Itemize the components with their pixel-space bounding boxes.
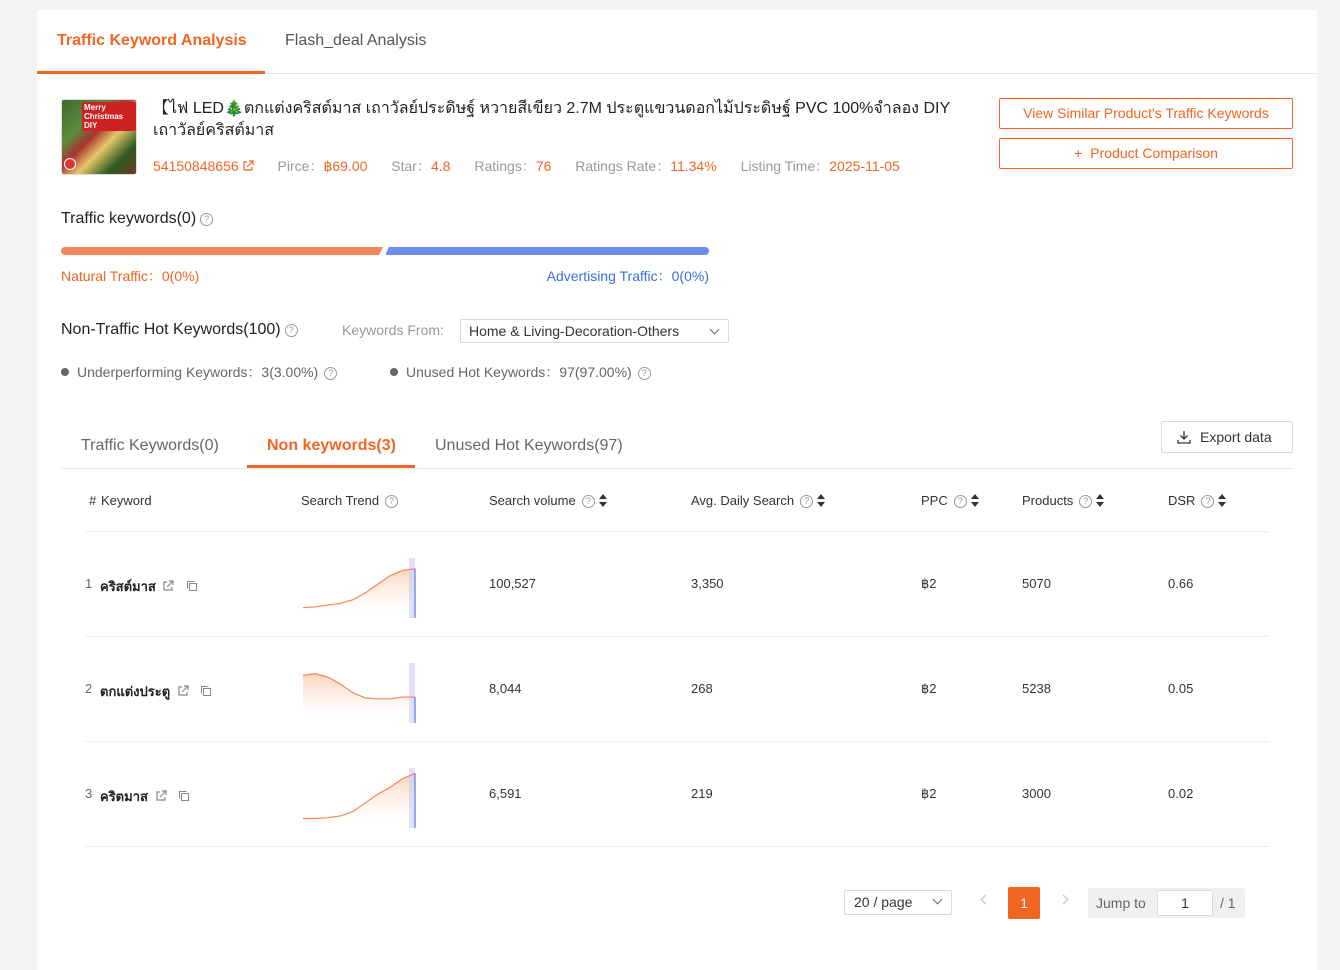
advertising-traffic-label: Advertising Traffic： [546, 268, 672, 284]
row-number: 2 [85, 681, 93, 696]
advertising-traffic-stat [547, 266, 709, 286]
total-pages: / 1 [1220, 895, 1236, 911]
avg-daily-search-cell: 219 [691, 786, 713, 801]
avg-daily-search-cell: 3,350 [691, 576, 724, 591]
star-label: Star： [391, 158, 431, 174]
bullet-dot-icon [61, 368, 69, 376]
product-meta [153, 156, 920, 176]
col-header-number: # [89, 493, 97, 508]
col-header-products[interactable] [1022, 493, 1104, 508]
col-header-search-volume[interactable] [489, 493, 607, 508]
search-volume-cell: 8,044 [489, 681, 522, 696]
advertising-traffic-bar [386, 247, 709, 255]
ppc-cell: ฿2 [921, 786, 937, 801]
search-volume-label: Search volume [489, 493, 576, 508]
products-cell: 5070 [1022, 576, 1051, 591]
product-id-link[interactable] [153, 158, 254, 174]
underperforming-value: 3(3.00%) [261, 364, 319, 380]
unused-hot-stat [390, 362, 651, 382]
natural-traffic-label: Natural Traffic： [61, 268, 162, 284]
sort-icon[interactable] [971, 494, 979, 507]
sparkline-highlight [409, 558, 415, 618]
next-page-icon[interactable] [1059, 895, 1069, 905]
avg-daily-search-cell: 268 [691, 681, 713, 696]
sort-icon[interactable] [817, 494, 825, 507]
price-value: ฿69.00 [323, 158, 368, 174]
help-icon[interactable]: ? [800, 495, 813, 508]
keyword-tabs [61, 418, 1293, 469]
natural-traffic-value: 0(0%) [161, 268, 200, 284]
col-header-ppc[interactable] [921, 493, 979, 508]
export-data-label: Export data [1200, 429, 1272, 445]
external-link-icon[interactable] [155, 790, 167, 802]
thumbnail-badge [64, 158, 76, 170]
ppc-cell: ฿2 [921, 576, 937, 591]
external-link-icon[interactable] [177, 685, 189, 697]
search-trend-sparkline [303, 768, 417, 828]
analysis-tabs [37, 10, 1317, 74]
row-number: 3 [85, 786, 93, 801]
search-trend-sparkline [303, 663, 417, 723]
search-trend-label: Search Trend [301, 493, 380, 508]
traffic-keywords-title: Traffic keywords(0) [61, 210, 197, 227]
keywords-from-label: Keywords From: [342, 322, 444, 338]
page-1-button[interactable]: 1 [1008, 887, 1040, 919]
unused-hot-label: Unused Hot Keywords： [406, 364, 560, 380]
help-icon[interactable]: ? [1201, 495, 1214, 508]
col-header-search-trend [301, 493, 398, 508]
advertising-traffic-value: 0(0%) [671, 268, 709, 284]
product-id[interactable]: 54150848656 [153, 158, 239, 174]
col-header-keyword: Keyword [101, 493, 152, 508]
help-icon[interactable]: ? [385, 495, 398, 508]
ppc-label: PPC [921, 493, 948, 508]
underperforming-label: Underperforming Keywords： [77, 364, 262, 380]
keyword-text[interactable]: คริตมาส [100, 789, 148, 804]
ratings-value: 76 [535, 158, 552, 174]
star-value: 4.8 [430, 158, 451, 174]
listing-time-value: 2025-11-05 [829, 158, 900, 174]
help-icon[interactable]: ? [200, 213, 213, 226]
jump-page-input[interactable]: 1 [1157, 890, 1213, 916]
unused-hot-value: 97(97.00%) [559, 364, 632, 380]
help-icon[interactable]: ? [285, 324, 298, 337]
thumbnail-caption: Merry Christmas DIY [82, 102, 136, 131]
download-icon [1177, 430, 1191, 444]
active-tab-indicator [37, 71, 265, 74]
search-trend-sparkline [303, 558, 417, 618]
products-cell: 5238 [1022, 681, 1051, 696]
prev-page-icon[interactable] [981, 895, 991, 905]
product-comparison-label: Product Comparison [1090, 145, 1218, 161]
traffic-keywords-heading [61, 210, 213, 228]
tab-flash-deal-analysis[interactable]: Flash_deal Analysis [285, 32, 427, 49]
export-data-button[interactable] [1161, 421, 1293, 453]
products-cell: 3000 [1022, 786, 1051, 801]
dsr-cell: 0.02 [1168, 786, 1194, 801]
tab-traffic-keywords[interactable]: Traffic Keywords(0) [81, 437, 219, 454]
keywords-from-select[interactable] [460, 319, 729, 343]
sparkline-highlight [409, 768, 415, 828]
chevron-down-icon [933, 895, 943, 905]
col-header-avg-daily-search[interactable] [691, 493, 825, 508]
table-row [85, 637, 1269, 742]
sort-icon[interactable] [599, 494, 607, 507]
sort-icon[interactable] [1096, 494, 1104, 507]
tab-traffic-keyword-analysis[interactable]: Traffic Keyword Analysis [57, 32, 247, 49]
dsr-cell: 0.66 [1168, 576, 1194, 591]
plus-icon: + [1074, 145, 1083, 161]
products-label: Products [1022, 493, 1074, 508]
avg-daily-search-label: Avg. Daily Search [691, 493, 795, 508]
table-row [85, 742, 1269, 847]
ppc-cell: ฿2 [921, 681, 937, 696]
help-icon[interactable]: ? [324, 367, 337, 380]
natural-traffic-stat [61, 266, 199, 286]
view-similar-keywords-button[interactable]: View Similar Product's Traffic Keywords [999, 98, 1293, 129]
keywords-from-value: Home & Living-Decoration-Others [469, 323, 680, 339]
hot-keywords-heading [61, 321, 298, 339]
sparkline-area [303, 674, 415, 723]
ratings-rate-label: Ratings Rate： [575, 158, 671, 174]
bullet-dot-icon [390, 368, 398, 376]
copy-icon[interactable] [178, 790, 190, 802]
dsr-cell: 0.05 [1168, 681, 1194, 696]
table-row [85, 532, 1269, 637]
ratings-rate-value: 11.34% [670, 158, 717, 174]
keyword-cell [100, 681, 212, 702]
tab-non-keywords[interactable]: Non keywords(3) [267, 437, 396, 454]
search-volume-cell: 6,591 [489, 786, 522, 801]
natural-traffic-bar [61, 247, 385, 255]
page-size-select[interactable] [844, 890, 952, 915]
keyword-text[interactable]: คริสต์มาส [100, 579, 156, 594]
product-thumbnail[interactable] [61, 99, 137, 175]
help-icon[interactable]: ? [1079, 495, 1092, 508]
sparkline-area [303, 569, 415, 618]
help-icon[interactable]: ? [582, 495, 595, 508]
copy-icon[interactable] [200, 685, 212, 697]
hot-keywords-title: Non-Traffic Hot Keywords(100) [61, 321, 281, 338]
row-number: 1 [85, 576, 93, 591]
sparkline-highlight [409, 663, 415, 723]
keyword-text[interactable]: ตกแต่งประตู [100, 684, 171, 699]
external-link-icon[interactable] [242, 160, 254, 172]
copy-icon[interactable] [186, 580, 198, 592]
page-size-value: 20 / page [854, 894, 913, 910]
product-comparison-button[interactable] [999, 138, 1293, 169]
keyword-cell [100, 576, 198, 597]
help-icon[interactable]: ? [638, 367, 651, 380]
active-subtab-indicator [247, 465, 415, 468]
underperforming-stat [61, 362, 337, 382]
price-label: Pirce： [277, 158, 324, 174]
external-link-icon[interactable] [162, 580, 174, 592]
product-title: 【ไฟ LED🎄ตกแต่งคริสต์มาส เถาวัลย์ประดิษฐ์ หวายสีเขียว 2.7M ประตูแขวนดอกไม้ประดิษฐ์ PVC 100%จำลอง DIY เถาวัลย์คริสต์มาส [153, 100, 950, 139]
search-volume-cell: 100,527 [489, 576, 536, 591]
keyword-cell [100, 786, 190, 807]
help-icon[interactable]: ? [954, 495, 967, 508]
chevron-down-icon [710, 325, 720, 335]
dsr-label: DSR [1168, 493, 1196, 508]
ratings-label: Ratings： [474, 158, 536, 174]
tab-unused-hot-keywords[interactable]: Unused Hot Keywords(97) [435, 437, 623, 454]
jump-to-page [1088, 888, 1245, 918]
col-header-dsr[interactable] [1168, 493, 1226, 508]
sort-icon[interactable] [1218, 494, 1226, 507]
table-header [85, 488, 1269, 532]
main-panel [37, 10, 1317, 970]
jump-to-label: Jump to [1096, 895, 1146, 911]
listing-time-label: Listing Time： [740, 158, 830, 174]
